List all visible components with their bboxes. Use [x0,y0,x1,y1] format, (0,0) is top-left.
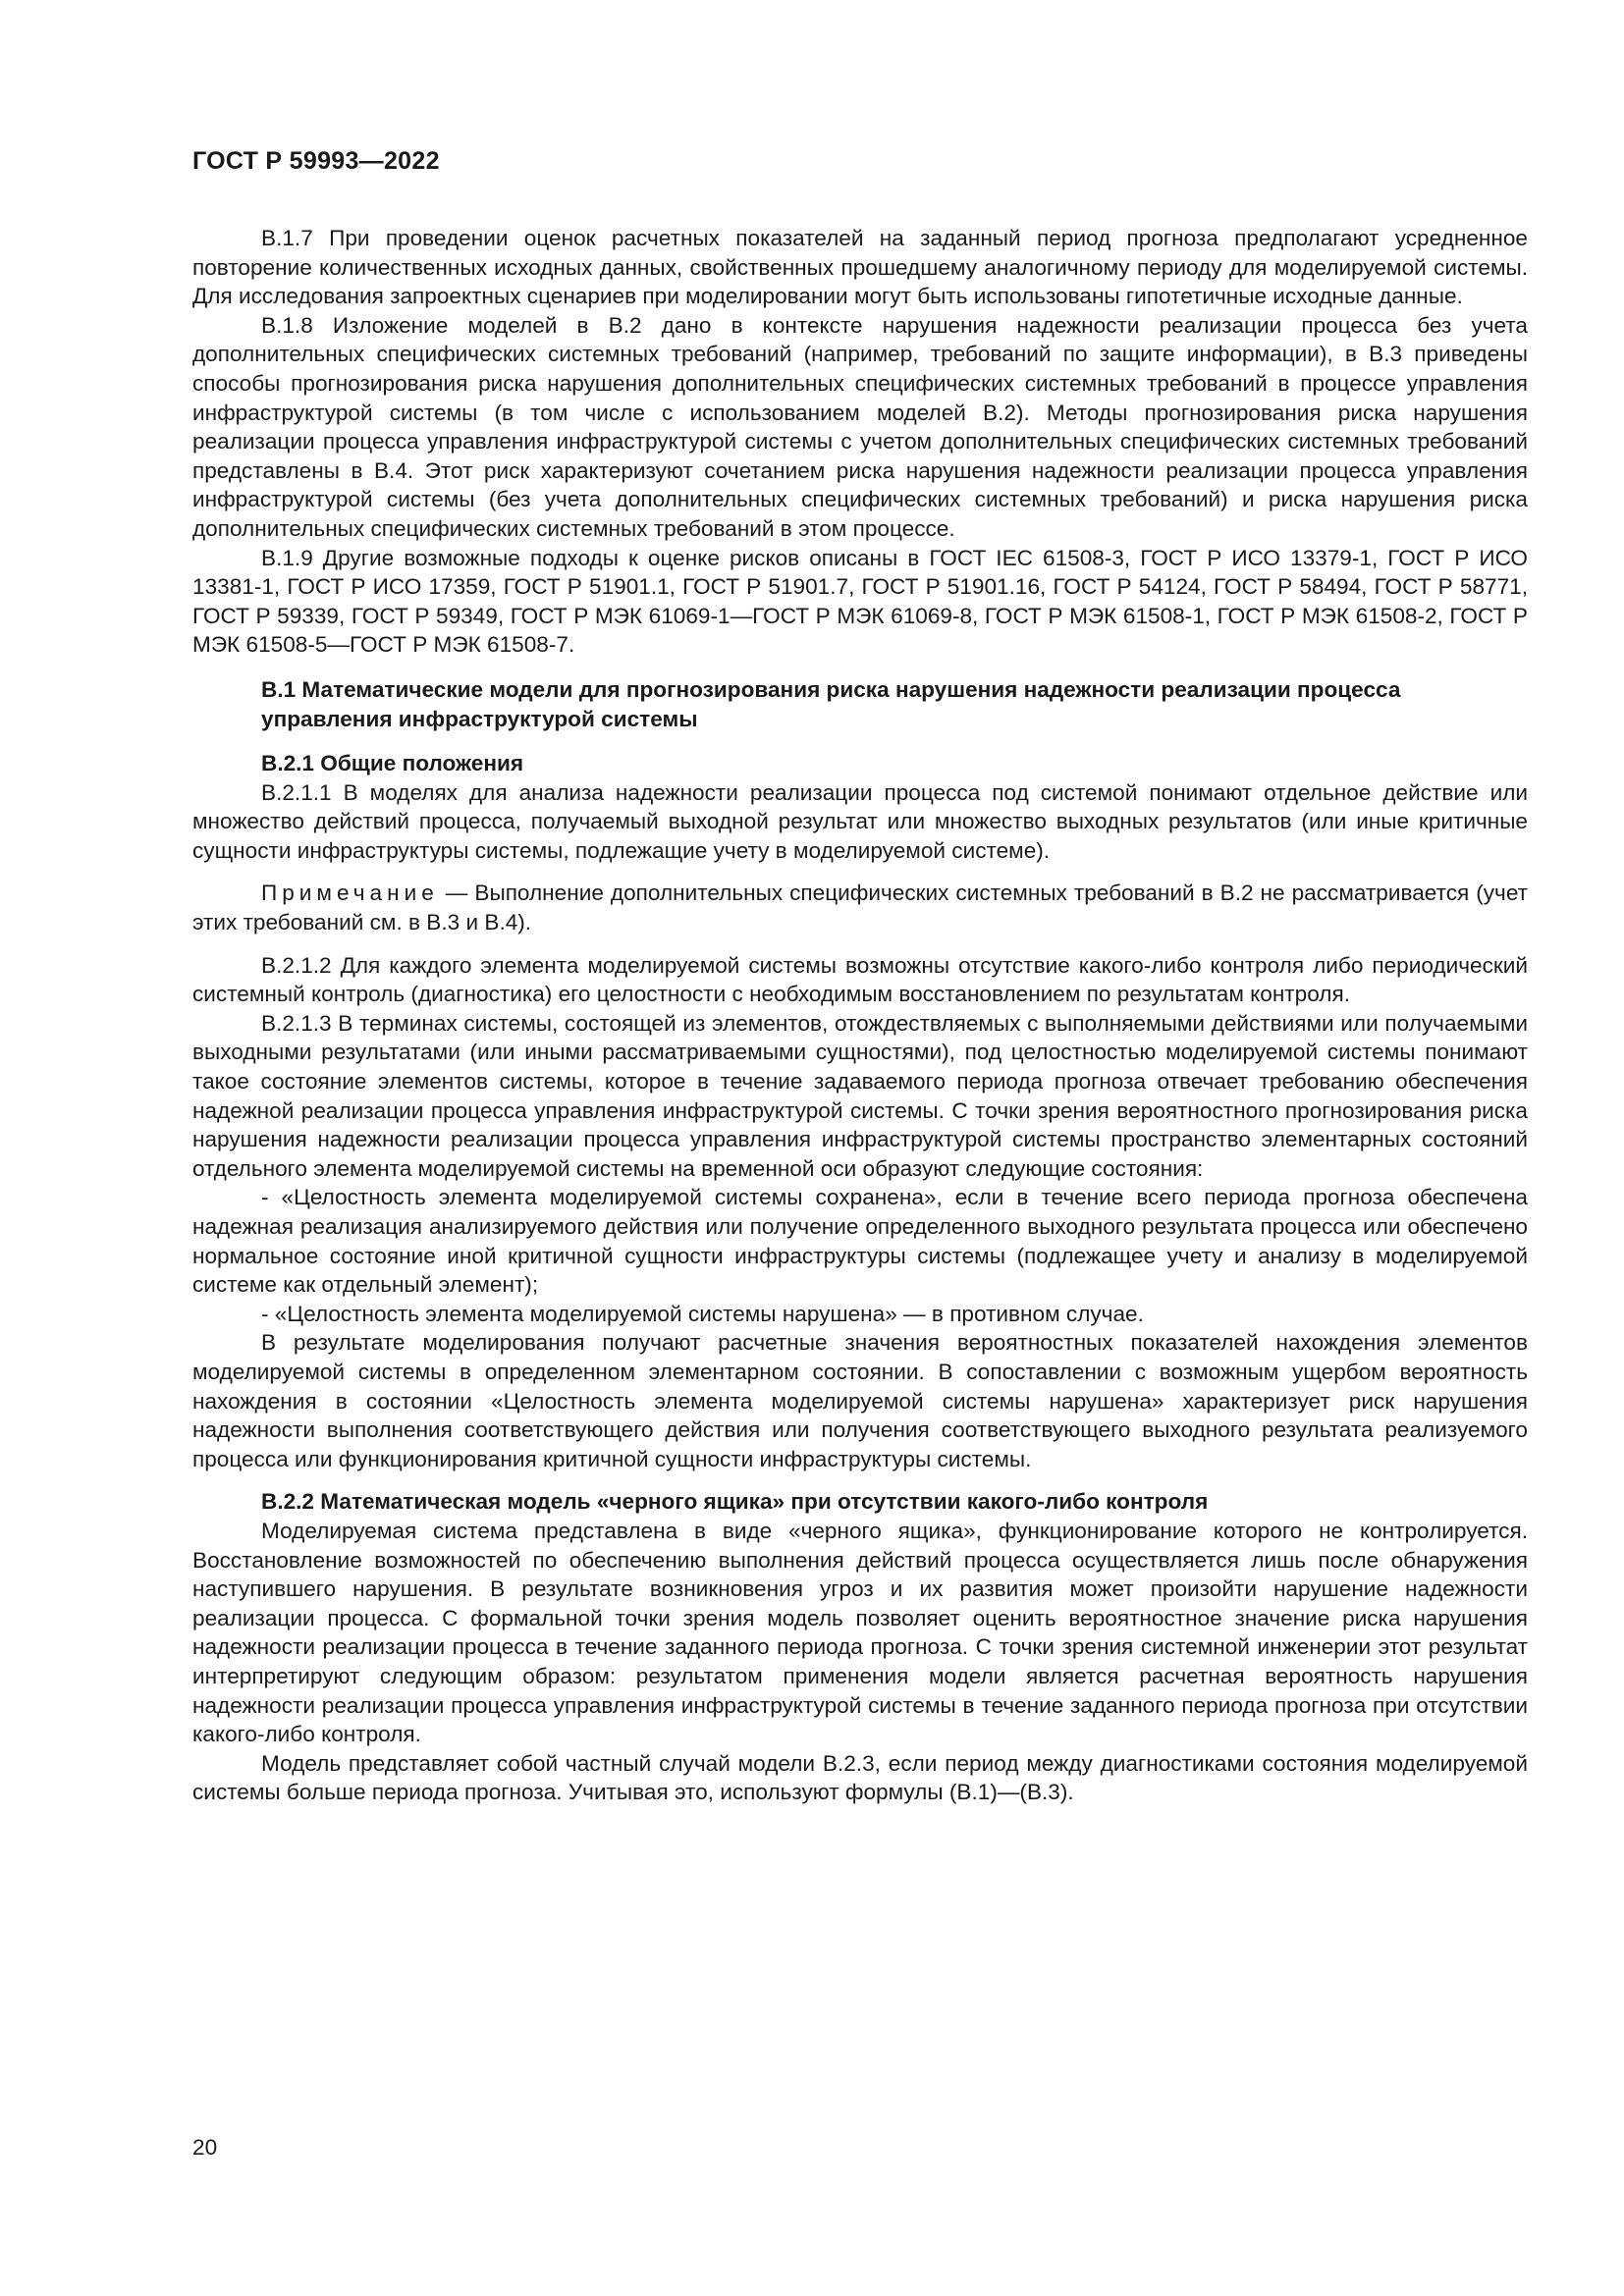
subsection-heading-b-2-2: В.2.2 Математическая модель «черного ящика» при отсутствии какого-либо контроля [261,1489,1209,1515]
note-label: Примечание [261,881,439,906]
spacer [192,1473,1528,1487]
note-text: — Выполнение дополнительных специфических системных требований в В.2 не рассматривается (учет этих требований см. в В.3 и В.4). [192,881,1528,935]
spacer [192,937,1528,951]
standard-header: ГОСТ Р 59993—2022 [192,147,440,175]
section-heading-b-1: В.1 Математические модели для прогнозирования риска нарушения надежности реализации процесса управления инфраструктурой системы [261,676,1401,731]
paragraph-b-2-1-3: В.2.1.3 В терминах системы, состоящей из элементов, отождествляемых с выполняемыми действиями или получаемыми выходными результатами (или иными рассматриваемыми сущностями), под целостностью моделируемой системы понимают такое состояние элементов системы, которое в течение задаваемого периода прогноза отвечает требованию обеспечения надежной реализации процесса управления инфраструктурой системы. С точки зрения вероятностного прогнозирования риска нарушения надежности реализации процесса управления инфраструктурой системы пространство элементарных состояний отдельного элемента моделируемой системы на временной оси образуют следующие состояния: [192,1010,1528,1181]
state-item-violated: - «Целостность элемента моделируемой системы нарушена» — в противном случае. [261,1301,1144,1326]
state-item-preserved: - «Целостность элемента моделируемой системы сохранена», если в течение всего периода прогноза обеспечена надежная реализация анализируемого действия или получение определенного выходного результата процесса или обеспечено нормальное состояние иной критичной сущности инфраструктуры системы (подлежащее учету и анализу в моделируемой системе как отдельный элемент); [192,1185,1528,1298]
subsection-heading-b-2-1: В.2.1 Общие положения [261,751,524,776]
paragraph-b-1-8: В.1.8 Изложение моделей в В.2 дано в контексте нарушения надежности реализации процесса без учета дополнительных специфических системных требований (например, требований по защите информации), в В.3 приведены способы прогнозирования риска нарушения дополнительных специфических системных требований в процессе управления инфраструктурой системы (в том числе с использованием моделей В.2). Методы прогнозирования риска нарушения реализации процесса управления инфраструктурой системы с учетом дополнительных специфических системных требований представлены в В.4. Этот риск характеризуют сочетанием риска нарушения надежности реализации процесса управления инфраструктурой системы (без учета дополнительных специфических системных требований) и риска нарушения риска дополнительных специфических системных требований в этом процессе. [192,312,1528,541]
paragraph-b-1-9: В.1.9 Другие возможные подходы к оценке рисков описаны в ГОСТ IEC 61508-3, ГОСТ Р ИСО 13379-1, ГОСТ Р ИСО 13381-1, ГОСТ Р ИСО 17359, ГОСТ Р 51901.1, ГОСТ Р 51901.7, ГОСТ Р 51901.16, ГОСТ Р 54124, ГОСТ Р 58494, ГОСТ Р 58771, ГОСТ Р 59339, ГОСТ Р 59349, ГОСТ Р МЭК 61069-1—ГОСТ Р МЭК 61069-8, ГОСТ Р МЭК 61508-1, ГОСТ Р МЭК 61508-2, ГОСТ Р МЭК 61508-5—ГОСТ Р МЭК 61508-7. [192,545,1528,658]
paragraph-b-2-2-b: Модель представляет собой частный случай модели В.2.3, если период между диагностиками состояния моделируемой системы больше периода прогноза. Учитывая это, используют формулы (В.1)—(В.3). [192,1750,1528,1805]
spacer [192,733,1528,749]
paragraph-b-2-1-2: В.2.1.2 Для каждого элемента моделируемой системы возможны отсутствие какого-либо контроля либо периодический системный контроль (диагностика) его целостности с необходимым восстановлением по результатам контроля. [192,952,1528,1007]
paragraph-b-2-1-1: В.2.1.1 В моделях для анализа надежности реализации процесса под системой понимают отдельное действие или множество действий процесса, получаемый выходной результат или множество выходных результатов (или иные критичные сущности инфраструктуры системы, подлежащие учету в моделируемой системе). [192,779,1528,863]
note-paragraph [192,879,1528,936]
spacer [192,660,1528,675]
page-number: 20 [192,2135,218,2160]
paragraph-modeling-result: В результате моделирования получают расчетные значения вероятностных показателей нахождения элементов моделируемой системы в определенном элементарном состоянии. В сопоставлении с возможным ущербом вероятность нахождения в состоянии «Целостность элемента моделируемой системы нарушена» характеризует риск нарушения надежности выполнения соответствующего действия или получения соответствующего выходного результата реализуемого процесса или функционирования критичной сущности инфраструктуры системы. [192,1330,1528,1471]
paragraph-b-2-2-a: Моделируемая система представлена в виде «черного ящика», функционирование которого не контролируется. Восстановление возможностей по обеспечению выполнения действий процесса осуществляется лишь после обнаружения наступившего нарушения. В результате возникновения угроз и их развития может произойти нарушение надежности реализации процесса. С формальной точки зрения модель позволяет оценить вероятностное значение риска нарушения надежности реализации процесса в течение заданного периода прогноза. С точки зрения системной инженерии этот результат интерпретируют следующим образом: результатом применения модели является расчетная вероятность нарушения надежности реализации процесса управления инфраструктурой системы в течение заданного периода прогноза при отсутствии какого-либо контроля. [192,1518,1528,1747]
spacer [192,865,1528,879]
document-body [192,224,1528,1807]
paragraph-b-1-7: В.1.7 При проведении оценок расчетных показателей на заданный период прогноза предполагают усредненное повторение количественных исходных данных, свойственных прошедшему аналогичному периоду для моделируемой системы. Для исследования запроектных сценариев при моделировании могут быть использованы гипотетичные исходные данные. [192,226,1528,309]
